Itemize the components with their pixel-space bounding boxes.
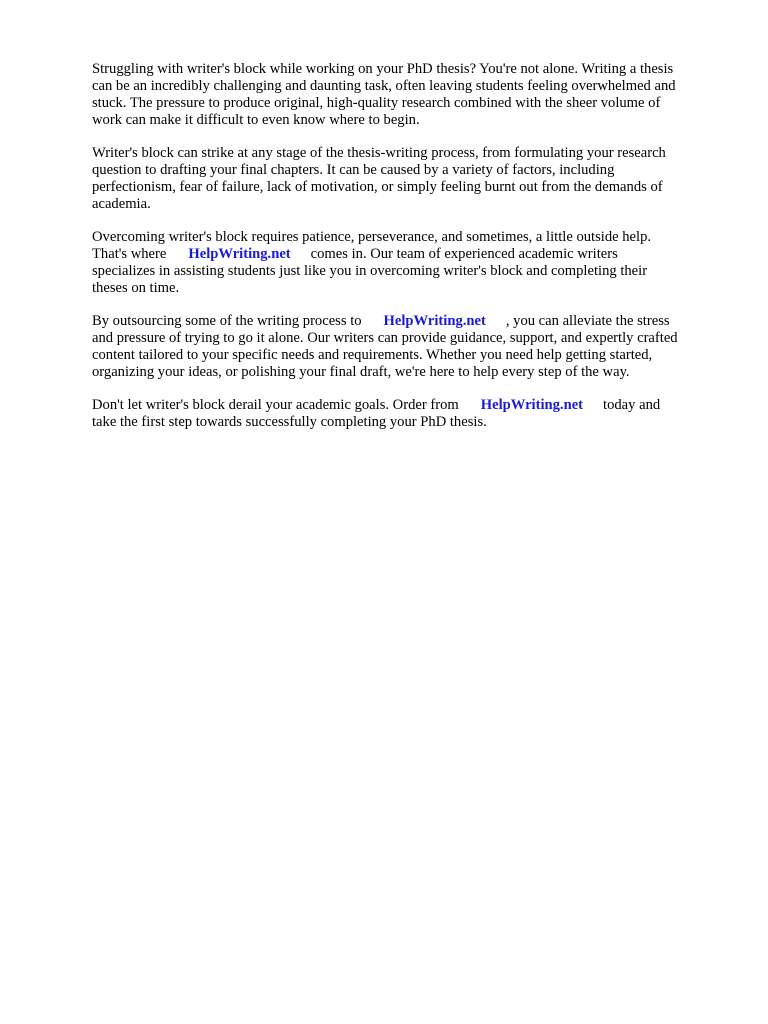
text-line: work can make it difficult to even know where to begin. bbox=[92, 112, 420, 128]
text-line-with-link bbox=[92, 313, 722, 330]
text-line: organizing your ideas, or polishing your final draft, we're here to help every step of the way. bbox=[92, 364, 630, 380]
text-line: stuck. The pressure to produce original, high-quality research combined with the sheer volume of bbox=[92, 95, 661, 111]
text-line: academia. bbox=[92, 196, 151, 212]
text-line: and pressure of trying to go it alone. Our writers can provide guidance, support, and expertly crafted bbox=[92, 330, 678, 346]
document-body bbox=[92, 61, 722, 447]
text-segment: Don't let writer's block derail your academic goals. Order from bbox=[92, 397, 459, 413]
text-line: theses on time. bbox=[92, 280, 180, 296]
text-line-with-link bbox=[92, 246, 722, 263]
paragraph-intro bbox=[92, 61, 722, 129]
paragraph-outsourcing bbox=[92, 313, 722, 381]
text-segment: comes in. Our team of experienced academic writers bbox=[310, 246, 618, 262]
helpwriting-link[interactable]: HelpWriting.net bbox=[188, 246, 291, 262]
text-line: content tailored to your specific needs and requirements. Whether you need help getting started, bbox=[92, 347, 653, 363]
paragraph-call-to-action bbox=[92, 397, 722, 431]
text-segment: , you can alleviate the stress bbox=[505, 313, 670, 329]
text-segment: That's where bbox=[92, 246, 167, 262]
text-line: specializes in assisting students just like you in overcoming writer's block and completing their bbox=[92, 263, 648, 279]
text-line: question to drafting your final chapters. It can be caused by a variety of factors, including bbox=[92, 162, 615, 178]
helpwriting-link[interactable]: HelpWriting.net bbox=[480, 397, 584, 413]
text-line-with-link bbox=[92, 397, 722, 414]
paragraph-writers-block bbox=[92, 145, 722, 213]
text-line: perfectionism, fear of failure, lack of motivation, or simply feeling burnt out from the demands of bbox=[92, 179, 663, 195]
text-line: Overcoming writer's block requires patience, perseverance, and sometimes, a little outside help. bbox=[92, 229, 652, 245]
text-line: take the first step towards successfully completing your PhD thesis. bbox=[92, 414, 487, 430]
text-segment: By outsourcing some of the writing process to bbox=[92, 313, 362, 329]
paragraph-overcoming bbox=[92, 229, 722, 297]
text-segment: today and bbox=[603, 397, 661, 413]
helpwriting-link[interactable]: HelpWriting.net bbox=[383, 313, 486, 329]
text-line: can be an incredibly challenging and daunting task, often leaving students feeling overwhelmed and bbox=[92, 78, 676, 94]
text-line: Writer's block can strike at any stage of the thesis-writing process, from formulating your research bbox=[92, 145, 666, 161]
text-line: Struggling with writer's block while working on your PhD thesis? You're not alone. Writing a thesis bbox=[92, 61, 674, 77]
